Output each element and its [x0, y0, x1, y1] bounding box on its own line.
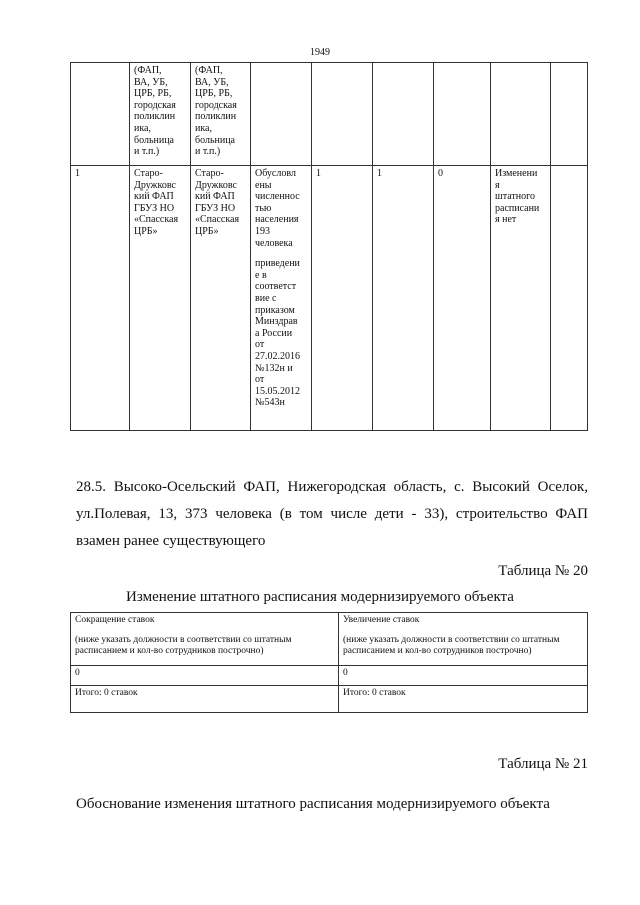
paragraph-line: взамен ранее существующего [76, 533, 266, 549]
section-28-5-paragraph [76, 474, 588, 555]
increase-value: 0 [339, 666, 588, 686]
page-number: 1949 [310, 47, 330, 58]
table-cell [71, 63, 130, 166]
staffing-change-table [70, 612, 588, 713]
table-cell-value: 1 [373, 166, 434, 431]
justification-order: приведени е в соответст вие с приказом Минздрав а России от 27.02.2016 №132н и от 15.05.2012 №543н [255, 258, 300, 409]
staff-table-continued [70, 62, 588, 431]
table-cell [373, 63, 434, 166]
table-cell [551, 63, 588, 166]
table-21-label: Таблица № 21 [498, 756, 588, 772]
table-cell [251, 63, 312, 166]
reduction-note: (ниже указать должности в соответствии со штатным расписанием и кол-во сотрудников построчно) [75, 635, 292, 656]
table-row-total [71, 686, 588, 713]
table-cell-facility-name: Старо- Дружковс кий ФАП ГБУЗ НО «Спасская ЦРБ» [130, 166, 191, 431]
table-cell-number: 1 [71, 166, 130, 431]
table-cell-facility-type: (ФАП, ВА, УБ, ЦРБ, РБ, городская поликлин ика, больница и т.п.) [130, 63, 191, 166]
paragraph-line: ул.Полевая, 13, 373 человека (в том числе дети - 33), строительство ФАП [76, 506, 588, 522]
table-row-header [71, 613, 588, 666]
justification-population: Обусловл ены численнос тью населения 193 человека [255, 168, 300, 249]
table-cell [491, 63, 551, 166]
table-cell-facility-type: (ФАП, ВА, УБ, ЦРБ, РБ, городская поликлин ика, больница и т.п.) [191, 63, 251, 166]
table-cell-changes: Изменени я штатного расписани я нет [491, 166, 551, 431]
increase-total: Итого: 0 ставок [339, 686, 588, 713]
table-cell-justification [251, 166, 312, 431]
increase-title: Увеличение ставок [343, 615, 420, 625]
table-cell-facility-name: Старо- Дружковс кий ФАП ГБУЗ НО «Спасская ЦРБ» [191, 166, 251, 431]
table-row-header [71, 63, 588, 166]
table-row-data [71, 166, 588, 431]
paragraph-line: 28.5. Высоко-Осельский ФАП, Нижегородская область, с. Высокий Оселок, [76, 479, 588, 495]
increase-note: (ниже указать должности в соответствии со штатным расписанием и кол-во сотрудников построчно) [343, 635, 560, 656]
table-cell [434, 63, 491, 166]
table-20-label: Таблица № 20 [498, 563, 588, 579]
reduction-title: Сокращение ставок [75, 615, 155, 625]
reduction-header [71, 613, 339, 666]
table-cell-value: 0 [434, 166, 491, 431]
table-row [71, 666, 588, 686]
table-cell [312, 63, 373, 166]
reduction-value: 0 [71, 666, 339, 686]
table-20-caption: Изменение штатного расписания модернизируемого объекта [126, 589, 514, 605]
table-21-heading: Обоснование изменения штатного расписания модернизируемого объекта [76, 796, 550, 812]
table-cell [551, 166, 588, 431]
increase-header [339, 613, 588, 666]
table-cell-value: 1 [312, 166, 373, 431]
reduction-total: Итого: 0 ставок [71, 686, 339, 713]
